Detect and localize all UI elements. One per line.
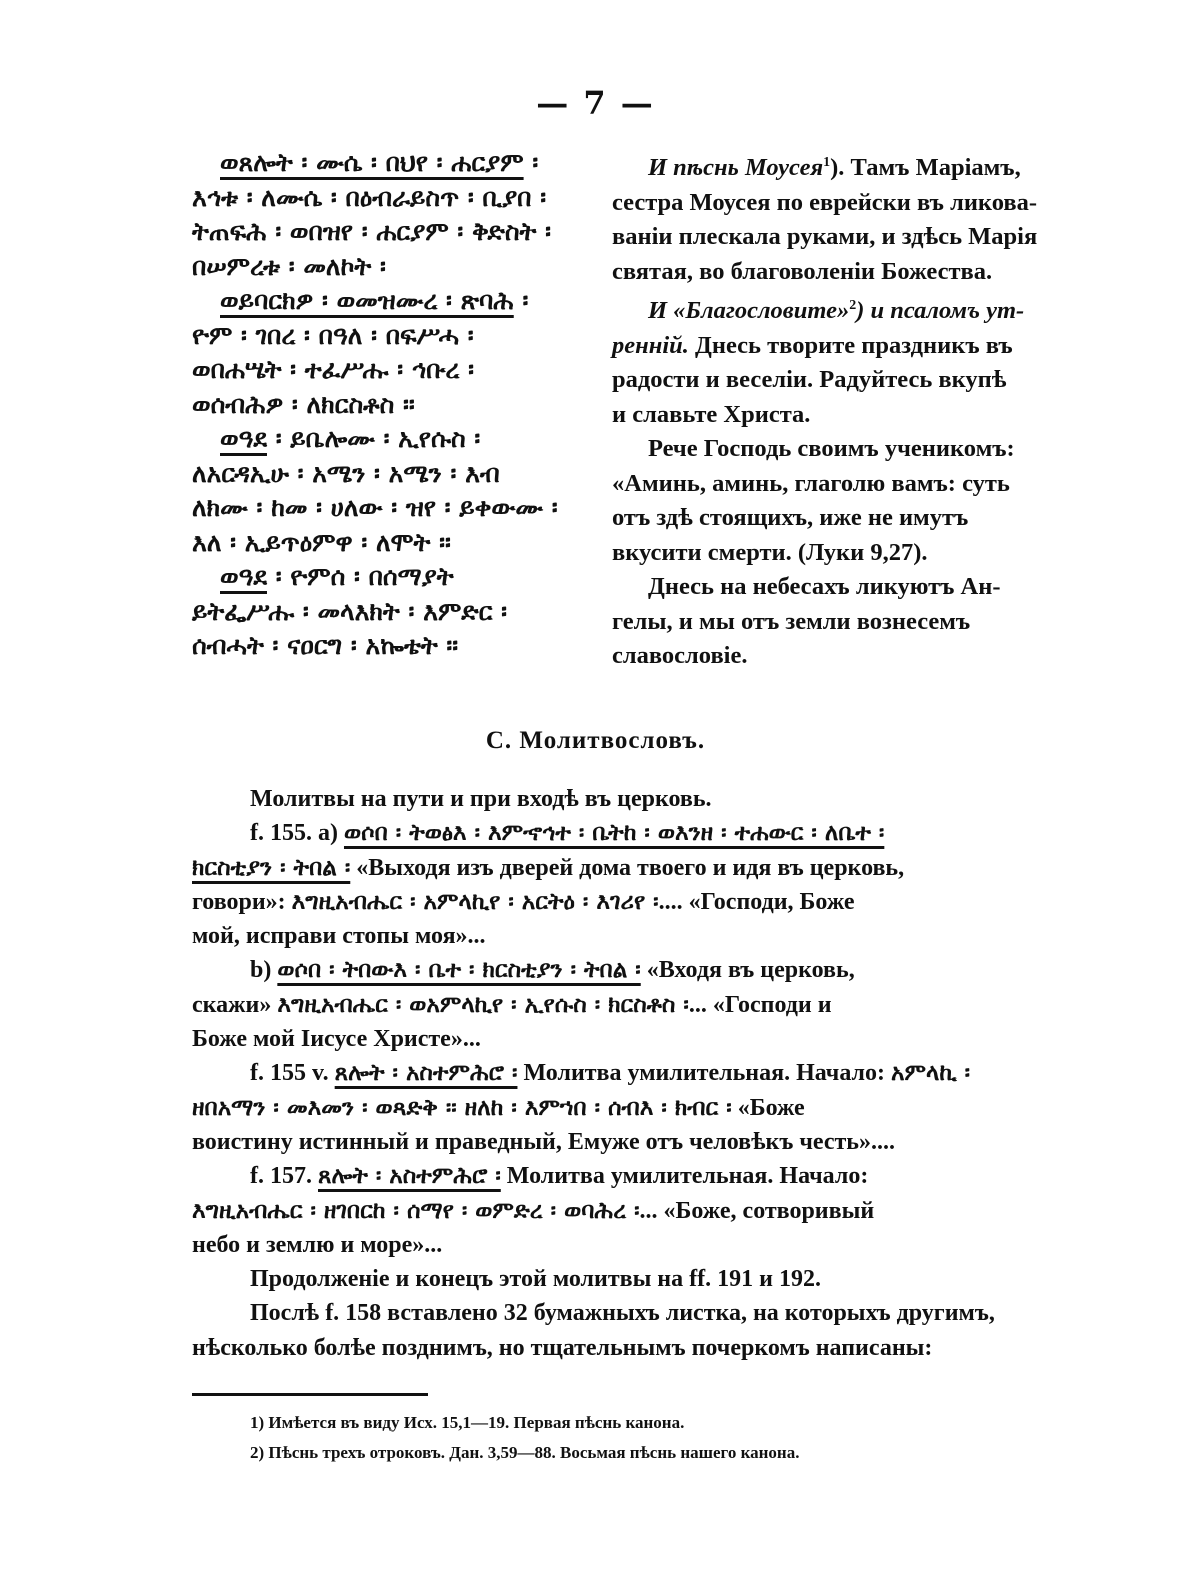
footnote-rule	[192, 1393, 428, 1396]
body-line: f. 155 v. ጸሎት ፡ አስተምሕሮ ፡ Молитва умилительная. Начало: አምላኪ ፡	[250, 1060, 971, 1087]
ethiopic-line: ወይባርክዎ ፡ ወመዝሙረ ፡ ጽባሕ ፡	[220, 286, 529, 315]
translation-line: «Аминь, аминь, глаголю вамъ: суть	[612, 469, 1010, 497]
body-line: мой, исправи стопы моя»...	[192, 923, 486, 950]
body-text	[192, 782, 1008, 1365]
ethiopic-line: በሠምረቱ ፡ መለኮት ፡	[192, 251, 386, 281]
body-line: f. 157. ጸሎት ፡ አስተምሕሮ ፡ Молитва умилительная. Начало:	[250, 1163, 869, 1190]
body-line: скажи» እግዚአብሔር ፡ ወአምላኪየ ፡ ኢየሱስ ፡ ክርስቶስ ፡... «Господи и	[192, 991, 832, 1018]
translation-line: радости и веселіи. Радуйтесь вкупѣ	[612, 366, 1007, 394]
ethiopic-line: ይትፌሥሑ ፡ መላእክት ፡ እምድር ፡	[192, 596, 508, 626]
ethiopic-line: እኅቱ ፡ ለሙሴ ፡ በዕብራይስጥ ፡ ቢያበ ፡	[192, 182, 547, 212]
translation-line: ваніи плескала руками, и здѣсь Марія	[612, 223, 1038, 251]
footnote-1: 1) Имѣется въ виду Исх. 15,1—19. Первая пѣснь канона.	[250, 1413, 685, 1432]
translation-line: гелы, и мы отъ земли вознесемъ	[612, 607, 971, 635]
ethiopic-line: ወበሐሤት ፡ ተፈሥሑ ፡ ኅቡረ ፡	[192, 355, 475, 384]
ethiopic-line: ወዓደ ፡ ይቤሎሙ ፡ ኢየሱስ ፡	[220, 424, 481, 453]
russian-translation-column	[612, 146, 1038, 674]
ethiopic-line: ወዓደ ፡ ዮምሰ ፡ በሰማያት	[220, 562, 454, 591]
body-line: f. 155. a) ወሶበ ፡ ትወፅእ ፡ እምኆኅተ ፡ ቤትከ ፡ ወእንዘ ፡ ተሐውር ፡ ለቤተ ፡	[250, 820, 885, 847]
translation-line: И «Благословите»$^2$) и псаломъ ут-	[648, 297, 1025, 325]
body-line: b) ወሶበ ፡ ትበውእ ፡ ቤተ ፡ ክርስቲያን ፡ ትበል ፡ «Входя въ церковь,	[250, 957, 855, 984]
translation-line: Днесь на небесахъ ликуютъ Ан-	[648, 573, 1001, 601]
ethiopic-line: ወሰብሕዎ ፡ ለክርስቶስ ፡፡	[192, 389, 415, 419]
ethiopic-line: ለአርዳኢሁ ፡ አሜን ፡ አሜን ፡ እብ	[192, 458, 500, 488]
page-number: — 7 —	[536, 84, 655, 122]
ethiopic-line: እለ ፡ ኢይጥዕምዋ ፡ ለሞት ፡፡	[192, 527, 451, 557]
translation-line: славословіе.	[612, 642, 748, 670]
body-line: нѣсколько болѣе позднимъ, но тщательнымъ почеркомъ написаны:	[192, 1334, 933, 1361]
ethiopic-line: ለክሙ ፡ ከመ ፡ ሀለው ፡ ዝየ ፡ ይቀውሙ ፡	[192, 493, 558, 522]
ethiopic-column	[192, 146, 602, 664]
body-line: говори»: እግዚአብሔር ፡ አምላኪየ ፡ አርትዕ ፡ እገሪየ ፡.... «Господи, Боже	[192, 888, 855, 915]
ethiopic-line: ሰብሓት ፡ ናዐርግ ፡ አኰቴት ፡፡	[192, 631, 459, 660]
translation-line: отъ здѣ стоящихъ, иже не имутъ	[612, 504, 969, 532]
body-line: Продолженіе и конецъ этой молитвы на ff. 191 и 192.	[250, 1266, 821, 1293]
footnotes	[250, 1408, 1010, 1468]
translation-line: вкусити смерти. (Луки 9,27).	[612, 538, 928, 566]
translation-line: святая, во благоволеніи Божества.	[612, 257, 993, 285]
body-line: воистину истинный и праведный, Емуже отъ человѣкъ честь»....	[192, 1128, 895, 1155]
translation-line: ренній. Днесь творите праздникъ въ	[612, 331, 1013, 359]
body-line: ክርስቲያን ፡ ትበል ፡ «Выходя изъ дверей дома твоего и идя въ церковь,	[192, 854, 905, 881]
body-line: እግዚአብሔር ፡ ዘገበርከ ፡ ሰማየ ፡ ወምድረ ፡ ወባሕረ ፡... «Боже, сотворивый	[192, 1197, 875, 1224]
body-line: Послѣ f. 158 вставлено 32 бумажныхъ листка, на которыхъ другимъ,	[250, 1300, 995, 1327]
translation-line: Рече Господь своимъ ученикомъ:	[648, 435, 1015, 463]
ethiopic-line: ትጠፍሕ ፡ ወበዝየ ፡ ሐርያም ፡ ቅድስት ፡	[192, 217, 552, 246]
body-line: небо и землю и море»...	[192, 1231, 443, 1258]
translation-line: сестра Моусея по еврейски въ ликова-	[612, 188, 1038, 216]
body-line: Боже мой Іисусе Христе»...	[192, 1026, 481, 1053]
translation-line: и славьте Христа.	[612, 400, 811, 428]
footnote-2: 2) Пѣснь трехъ отроковъ. Дан. 3,59—88. Восьмая пѣснь нашего канона.	[250, 1443, 800, 1462]
body-line: Молитвы на пути и при входѣ въ церковь.	[250, 786, 712, 812]
ethiopic-line: ዮም ፡ ገበረ ፡ በዓለ ፡ በፍሥሓ ፡	[192, 320, 474, 350]
section-heading: С. Молитвословъ.	[485, 727, 706, 754]
body-line: ዘበአማን ፡ መእመን ፡ ወጻድቅ ፡፡ ዘለከ ፡ እምኀበ ፡ ሰብእ ፡ ክብር ፡ «Боже	[192, 1094, 805, 1121]
translation-line: И пѣснь Моусея$^1$). Тамъ Маріамъ,	[648, 154, 1021, 182]
ethiopic-line: ወጸሎት ፡ ሙሴ ፡ በህየ ፡ ሐርያም ፡	[220, 148, 539, 177]
